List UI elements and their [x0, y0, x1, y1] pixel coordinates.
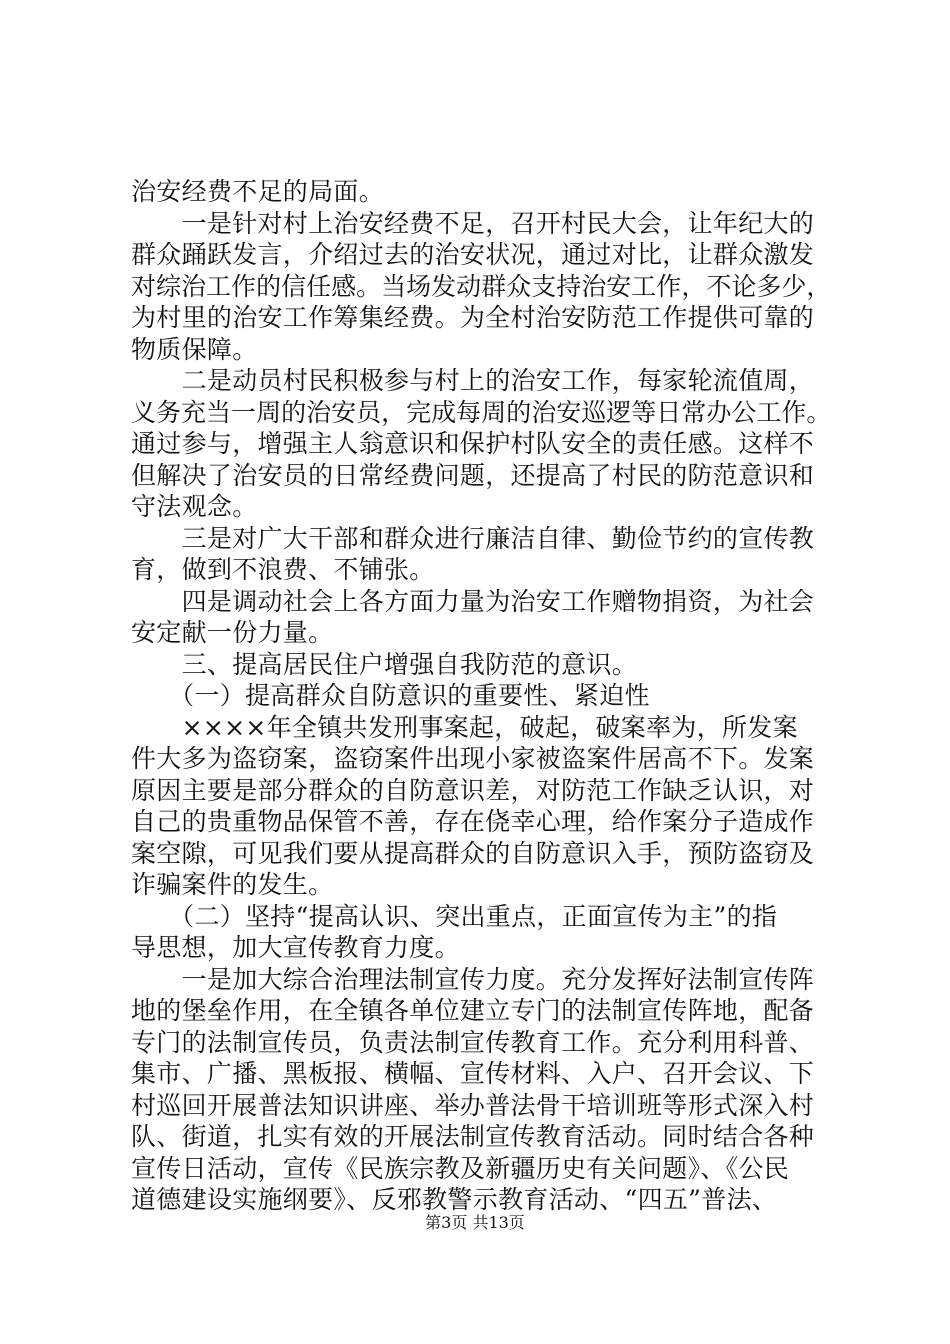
text-line: 道德建设实施纲要》、反邪教警示教育活动、“四五”普法、: [131, 1185, 778, 1214]
text-line: 集市、广播、黑板报、横幅、宣传材料、入户、召开会议、下: [131, 1059, 815, 1088]
text-line: 诈骗案件的发生。: [131, 870, 334, 899]
text-line: 通过参与，增强主人翁意识和保护村队安全的责任感。这样不: [131, 429, 815, 458]
text-line: 宣传日活动，宣传《民族宗教及新疆历史有关问题》、《公民: [131, 1153, 790, 1183]
text-line: 为村里的治安工作筹集经费。为全村治安防范工作提供可靠的: [131, 303, 815, 332]
text-line: 原因主要是部分群众的自防意识差，对防范工作缺乏认识，对: [131, 775, 815, 805]
text-line: （二）坚持“提高认识、突出重点，正面宣传为主”的指: [131, 901, 778, 931]
text-line: 队、街道，扎实有效的开展法制宣传教育活动。同时结合各种: [131, 1122, 815, 1151]
text-line: 导思想，加大宣传教育力度。: [131, 933, 460, 962]
text-line: 三、提高居民住户增强自我防范的意识。: [131, 649, 638, 679]
text-line: （一）提高群众自防意识的重要性、紧迫性: [131, 681, 650, 710]
text-line: 四是调动社会上各方面力量为治安工作赠物捐资，为社会: [131, 586, 815, 616]
text-line: 物质保障。: [131, 334, 258, 364]
document-body: [131, 176, 831, 1216]
text-line: 一是针对村上治安经费不足，召开村民大会，让年纪大的: [131, 208, 815, 238]
text-line: 件大多为盗窃案，盗窃案件出现小家被盗案件居高不下。发案: [131, 744, 815, 773]
text-line: 群众踊跃发言，介绍过去的治安状况，通过对比，让群众激发: [131, 240, 815, 269]
text-line: 三是对广大干部和群众进行廉洁自律、勤俭节约的宣传教: [131, 523, 815, 553]
text-line: 地的堡垒作用，在全镇各单位建立专门的法制宣传阵地，配备: [131, 996, 815, 1025]
page-footer: 第3页 共13页: [425, 1213, 525, 1232]
text-line: ××××年全镇共发刑事案起，破起，破案率为，所发案: [131, 712, 798, 742]
text-line: 治安经费不足的局面。: [131, 177, 385, 206]
text-line: 自己的贵重物品保管不善，存在侥幸心理，给作案分子造成作: [131, 807, 815, 836]
text-line: 义务充当一周的治安员，完成每周的治安巡逻等日常办公工作。: [131, 397, 832, 427]
text-line: 村巡回开展普法知识讲座、举办普法骨干培训班等形式深入村: [131, 1090, 815, 1120]
text-line: 二是动员村民积极参与村上的治安工作，每家轮流值周，: [131, 366, 815, 395]
text-line: 一是加大综合治理法制宣传力度。充分发挥好法制宣传阵: [131, 964, 815, 994]
text-line: 但解决了治安员的日常经费问题，还提高了村民的防范意识和: [131, 460, 815, 490]
text-line: 案空隙，可见我们要从提高群众的自防意识入手，预防盗窃及: [131, 838, 815, 868]
text-line: 对综治工作的信任感。当场发动群众支持治安工作，不论多少，: [131, 271, 832, 301]
text-line: 育，做到不浪费、不铺张。: [131, 555, 435, 584]
text-line: 守法观念。: [131, 492, 258, 521]
text-line: 专门的法制宣传员，负责法制宣传教育工作。充分利用科普、: [131, 1027, 815, 1057]
text-line: 安定献一份力量。: [131, 618, 334, 647]
